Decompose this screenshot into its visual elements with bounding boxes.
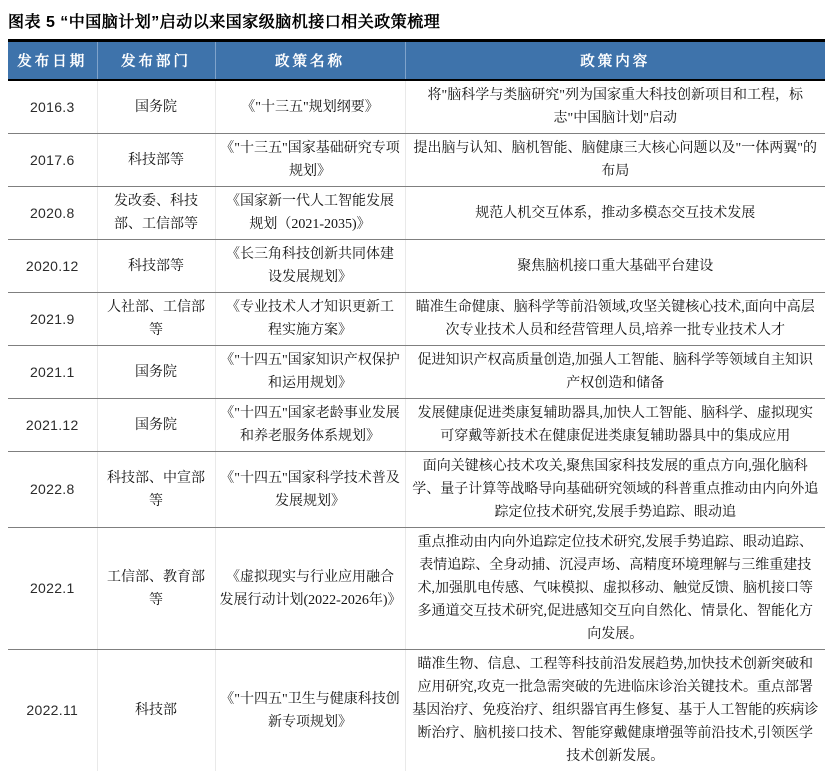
cell-date: 2021.1 [8,346,97,399]
cell-date: 2021.12 [8,399,97,452]
header-row [8,41,825,81]
cell-policy-name: 《"十四五"卫生与健康科技创新专项规划》 [215,650,405,771]
table-row [8,346,825,399]
cell-policy-content: 瞄准生命健康、脑科学等前沿领域,攻坚关键核心技术,面向中高层次专业技术人员和经营管理人员,培养一批专业技术人才 [405,293,825,346]
cell-date: 2017.6 [8,134,97,187]
cell-policy-name: 《长三角科技创新共同体建设发展规划》 [215,240,405,293]
cell-date: 2020.8 [8,187,97,240]
cell-policy-name: 《"十三五"国家基础研究专项规划》 [215,134,405,187]
cell-policy-name: 《"十四五"国家科学技术普及发展规划》 [215,452,405,528]
table-row [8,293,825,346]
table-row [8,240,825,293]
cell-policy-name: 《虚拟现实与行业应用融合发展行动计划(2022-2026年)》 [215,528,405,650]
cell-department: 发改委、科技部、工信部等 [97,187,215,240]
table-row [8,134,825,187]
cell-department: 科技部等 [97,134,215,187]
cell-date: 2022.1 [8,528,97,650]
cell-policy-content: 面向关键核心技术攻关,聚焦国家科技发展的重点方向,强化脑科学、量子计算等战略导向基础研究领域的科普重点推动由内向外追踪定位技术研究,发展手势追踪、眼动追 [405,452,825,528]
policy-table [8,39,825,771]
cell-policy-content: 促进知识产权高质量创造,加强人工智能、脑科学等领域自主知识产权创造和储备 [405,346,825,399]
cell-policy-content: 聚焦脑机接口重大基础平台建设 [405,240,825,293]
cell-date: 2022.8 [8,452,97,528]
cell-policy-content: 发展健康促进类康复辅助器具,加快人工智能、脑科学、虚拟现实可穿戴等新技术在健康促进类康复辅助器具中的集成应用 [405,399,825,452]
cell-policy-content: 重点推动由内向外追踪定位技术研究,发展手势追踪、眼动追踪、表情追踪、全身动捕、沉浸声场、高精度环境理解与三维重建技术,加强肌电传感、气味模拟、虚拟移动、触觉反馈、脑机接口等多通道交互技术研究,促进感知交互向自然化、情景化、智能化方向发展。 [405,528,825,650]
table-body [8,80,825,771]
cell-department: 科技部 [97,650,215,771]
cell-policy-content: 瞄准生物、信息、工程等科技前沿发展趋势,加快技术创新突破和应用研究,攻克一批急需突破的先进临床诊治关键技术。重点部署基因治疗、免疫治疗、组织器官再生修复、基于人工智能的疾病诊断治疗、脑机接口技术、智能穿戴健康增强等前沿技术,引领医学技术创新发展。 [405,650,825,771]
table-row [8,452,825,528]
cell-policy-name: 《专业技术人才知识更新工程实施方案》 [215,293,405,346]
cell-department: 人社部、工信部等 [97,293,215,346]
cell-department: 科技部等 [97,240,215,293]
cell-policy-name: 《"十三五"规划纲要》 [215,80,405,134]
cell-policy-name: 《国家新一代人工智能发展规划（2021-2035)》 [215,187,405,240]
cell-policy-name: 《"十四五"国家老龄事业发展和养老服务体系规划》 [215,399,405,452]
cell-date: 2016.3 [8,80,97,134]
figure-title: 图表 5 “中国脑计划”启动以来国家级脑机接口相关政策梳理 [8,0,825,39]
cell-department: 科技部、中宣部等 [97,452,215,528]
cell-policy-content: 将"脑科学与类脑研究"列为国家重大科技创新项目和工程，标志"中国脑计划"启动 [405,80,825,134]
cell-policy-name: 《"十四五"国家知识产权保护和运用规划》 [215,346,405,399]
column-header-policy-name: 政策名称 [215,41,405,81]
column-header-date: 发布日期 [8,41,97,81]
cell-department: 国务院 [97,346,215,399]
table-row [8,528,825,650]
cell-department: 工信部、教育部等 [97,528,215,650]
cell-date: 2022.11 [8,650,97,771]
cell-department: 国务院 [97,80,215,134]
table-header [8,41,825,81]
table-row [8,399,825,452]
cell-date: 2020.12 [8,240,97,293]
cell-policy-content: 规范人机交互体系，推动多模态交互技术发展 [405,187,825,240]
table-row [8,187,825,240]
column-header-policy-content: 政策内容 [405,41,825,81]
cell-date: 2021.9 [8,293,97,346]
column-header-department: 发布部门 [97,41,215,81]
cell-policy-content: 提出脑与认知、脑机智能、脑健康三大核心问题以及"一体两翼"的布局 [405,134,825,187]
table-row [8,80,825,134]
table-row [8,650,825,771]
cell-department: 国务院 [97,399,215,452]
